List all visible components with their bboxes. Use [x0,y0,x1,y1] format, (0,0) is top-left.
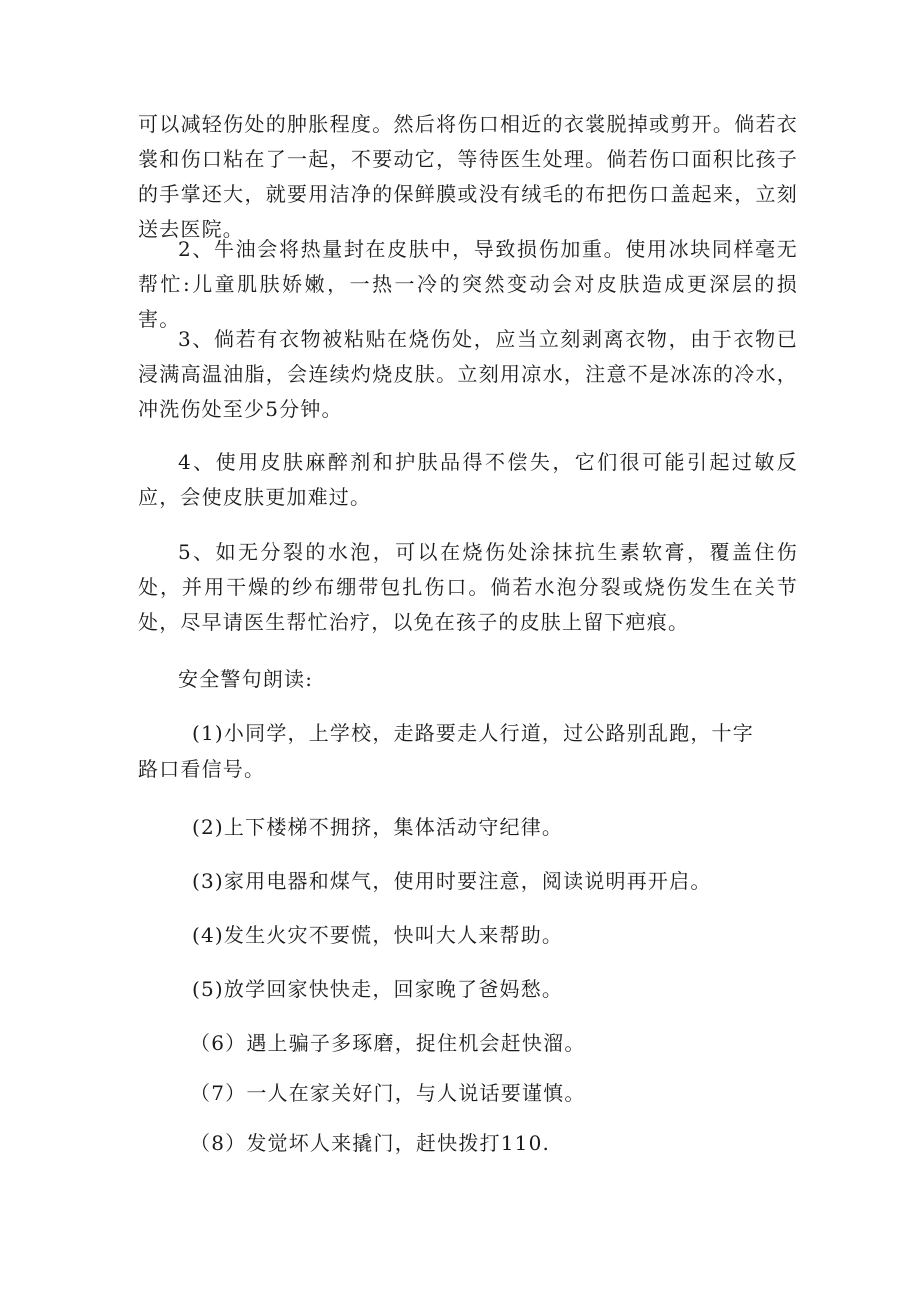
slogan-8: （8）发觉坏人来撬门，赶快拨打110. [190,1131,551,1155]
slogan-3: (3)家用电器和煤气，使用时要注意，阅读说明再开启。 [192,869,712,893]
slogan-1-line-1: (1)小同学，上学校，走路要走人行道，过公路别乱跑，十字 [192,721,754,745]
slogan-5: (5)放学回家快快走，回家晚了爸妈愁。 [192,977,564,1001]
slogan-4: (4)发生火灾不要慌，快叫大人来帮助。 [192,923,564,947]
paragraph-item-3: 3、倘若有衣物被粘贴在烧伤处，应当立刻剥离衣物，由于衣物已浸满高温油脂，会连续灼烧皮肤。立刻用凉水，注意不是冰冻的冷水，冲洗伤处至少5分钟。 [138,327,798,421]
slogan-7: （7）一人在家关好门，与人说话要谨慎。 [190,1081,586,1105]
paragraph-continuation: 可以减轻伤处的肿胀程度。然后将伤口相近的衣裳脱掉或剪开。倘若衣裳和伤口粘在了一起，不要动它，等待医生处理。倘若伤口面积比孩子的手掌还大，就要用洁净的保鲜膜或没有绒毛的布把伤口盖起来，立刻送去医院。 [138,112,798,241]
section-title: 安全警句朗读: [178,667,314,691]
slogan-6: （6）遇上骗子多琢磨，捉住机会赶快溜。 [190,1031,586,1055]
slogan-1-line-2: 路口看信号。 [138,757,266,781]
paragraph-item-5: 5、如无分裂的水泡，可以在烧伤处涂抹抗生素软膏，覆盖住伤处，并用干燥的纱布绷带包扎伤口。倘若水泡分裂或烧伤发生在关节处，尽早请医生帮忙治疗，以免在孩子的皮肤上留下疤痕。 [138,540,798,634]
slogan-2: (2)上下楼梯不拥挤，集体活动守纪律。 [192,815,564,839]
paragraph-item-2: 2、牛油会将热量封在皮肤中，导致损伤加重。使用冰块同样毫无帮忙:儿童肌肤娇嫩，一热一冷的突然变动会对皮肤造成更深层的损害。 [138,237,798,331]
paragraph-item-4: 4、使用皮肤麻醉剂和护肤品得不偿失，它们很可能引起过敏反应，会使皮肤更加难过。 [138,450,798,509]
